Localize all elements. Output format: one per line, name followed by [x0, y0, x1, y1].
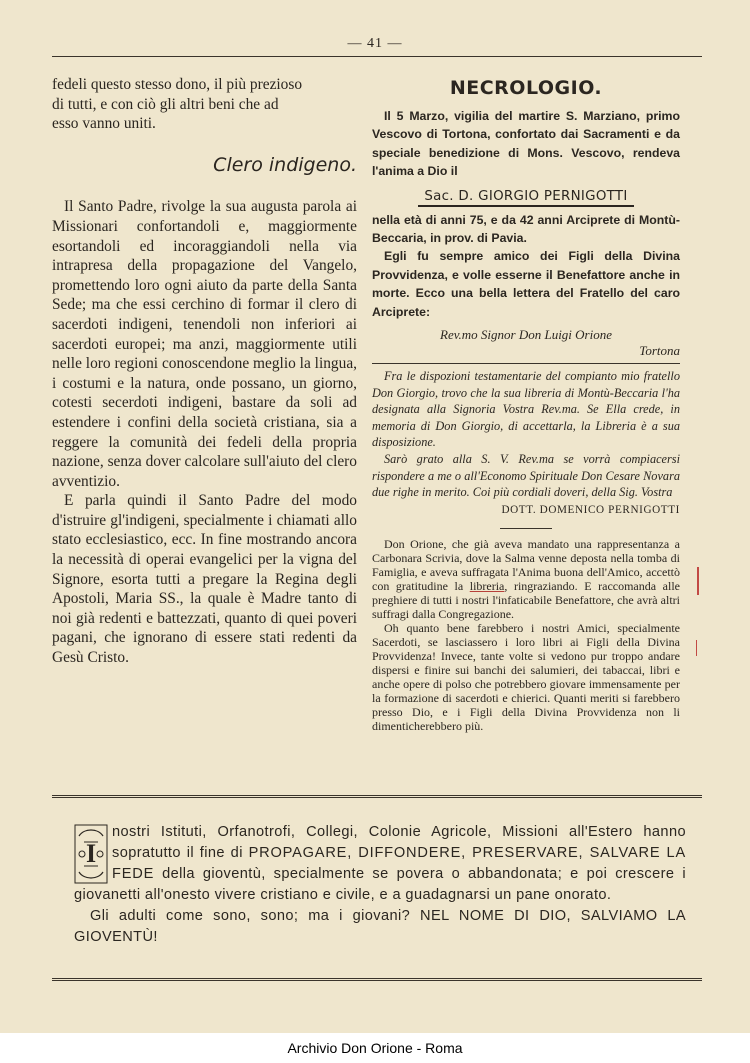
initial-letter: I — [85, 839, 97, 868]
note-text: , ringraziando. E raccomanda alle preghiere di tutti i nostri l'infaticabile Benefattore, che avrà altri suffragi dalla Congregazione. — [372, 578, 680, 621]
deceased-name — [372, 187, 680, 207]
right-column — [372, 75, 680, 733]
intro-line: fedeli questo stesso dono, il più prezioso — [52, 76, 303, 93]
necrology-title: NECROLOGIO. — [449, 77, 603, 99]
notice-text-a: nostri Istituti, Orfanotrofi, Collegi, Colonie Agricole, Missioni all'Estero hanno sopratutto il fine di — [112, 824, 686, 861]
letter-paragraph: Sarò grato alla S. V. Rev.ma se vorrà compiacersi rispondere a me o all'Economo Spirituale Don Cesare Novara due righe in merito. Coi più cordiali doveri, della Sig. Vostra — [372, 452, 680, 500]
letter-header — [372, 327, 680, 359]
letter-salutation: Rev.mo Signor Don Luigi Orione — [440, 327, 612, 343]
letter-rule — [372, 363, 680, 364]
left-column — [52, 75, 357, 668]
paragraph: Il Santo Padre, rivolge la sua augusta parola ai Missionari confortandoli e, maggiormente esortandoli ed incoraggiandoli nella via intrapresa della propagazione del Vangelo, promettendo loro ogni aiuto da parte della Santa Sede; ma che essi cerchino di formar il clero di sacerdoti indigeni, tenendoli non inferiori ai sacerdoti europei; ma anzi, maggiormente utili nelle loro regioni conoscendone meglio la lingua, i costumi e la natura, onde possano, un giorno, cotesti secerdoti indigeni, bastare da soli ad estendere i confini della società cristiana, sia a reggere la comunità dei fedeli della propria nazione, senza dover calcolare sull'aiuto del clero avventizio. — [52, 198, 357, 490]
motto-caps: NEL NOME DI DIO, SALVIAMO LA GIOVENTÙ! — [74, 908, 686, 945]
letter-paragraph: Fra le dispozioni testamentarie del compianto mio fratello Don Giorgio, trovo che la sua libreria di Montù-Beccaria l'ha designata alla Signoria Vostra Rev.ma. Se Ella crede, in memoria di Don Giorgio, di accettarla, la Libreria è a sua disposizione. — [372, 369, 680, 450]
margin-mark — [697, 567, 699, 595]
notice-caps: PROPAGARE, DIFFONDERE, PRESERVARE, SALVARE LA FEDE — [112, 845, 687, 882]
necrology-intro: Il 5 Marzo, vigilia del martire S. Marziano, primo Vescovo di Tortona, confortato dai Sacramenti e da speciale benedizione di Mons. Vescovo, rendeva l'anima a Dio il — [372, 109, 680, 179]
archive-footer — [0, 1033, 750, 1063]
margin-mark — [696, 640, 697, 656]
bottom-notice-box — [52, 795, 702, 981]
letter-signature: DOTT. DOMENICO PERNIGOTTI — [501, 503, 680, 516]
archive-label: Archivio Don Orione - Roma — [287, 1040, 463, 1056]
small-divider — [500, 528, 552, 529]
letter-place: Tortona — [639, 343, 680, 359]
note-text: Don Orione, che già aveva mandato una rappresentanza a Carbonara Scrivia, dove la Salma venne deposta nella tomba di Famiglia, e aveva suffragata l'Anima buona dell'Amico, accettò con gratitudine la — [372, 536, 680, 593]
decorative-initial — [74, 824, 108, 884]
notice-text — [74, 822, 686, 906]
motto-text: Gli adulti come sono, sono; ma i giovani? — [90, 908, 420, 924]
page-number: — 41 — — [347, 36, 403, 51]
necrology-friend: Egli fu sempre amico dei Figli della Divina Provvidenza, e volle esserne il Benefattore anche in morte. Ecco una bella lettera del Fratello del caro Arciprete: — [372, 249, 680, 319]
top-rule — [52, 56, 702, 57]
note-paragraph: Oh quanto bene farebbero i nostri Amici, specialmente Sacerdoti, se lasciassero i loro libri ai Figli della Divina Provvidenza! Invece, tante volte si vedono pur troppo andare dispersi e finire sui banchi dei salumieri, dei tabaccai, libri e anche opere di polso che potrebbero giovare immensamente per la formazione di sacerdoti e chierici. Quanti meriti si farebbero presso Dio, e i Figli della Divina Provvidenza non li dimenticherebbero più. — [372, 620, 680, 733]
note-paragraph — [372, 537, 680, 621]
intro-line: esso vanno uniti. — [52, 115, 156, 133]
paragraph: E parla quindi il Santo Padre del modo d'istruire gl'indigeni, specialmente i chiamati allo stato ecclesiastico, ecc. In fine mostrando ancora la necessità di operai evangelici per la vigna del Signore, esorta tutti a pregare la Regina degli Apostoli, Maria SS., la quale è Madre tanto di noi già redenti e battezzati, quanto di quei poveri pagani, che ignorano di essere stati redenti da Gesù Cristo. — [52, 492, 357, 667]
intro-line: di tutti, e con ciò gli altri beni che ad — [52, 95, 279, 113]
initial-ornament-icon — [74, 824, 108, 884]
notice-content — [74, 822, 686, 948]
deceased-name-text: Sac. D. GIORGIO PERNIGOTTI — [418, 189, 633, 207]
necrology-details: nella età di anni 75, e da 42 anni Arciprete di Montù-Beccaria, in prov. di Pavia. — [372, 212, 680, 246]
notice-motto — [74, 906, 686, 948]
note-underlined: libreria — [469, 578, 505, 593]
notice-text-b: della gioventù, specialmente se povera o abbandonata; e poi crescere i giovanetti all'onesto vivere cristiano e civile, e a guadagnarsi un pane onorato. — [74, 866, 686, 903]
section-title: Clero indigeno. — [213, 153, 357, 176]
